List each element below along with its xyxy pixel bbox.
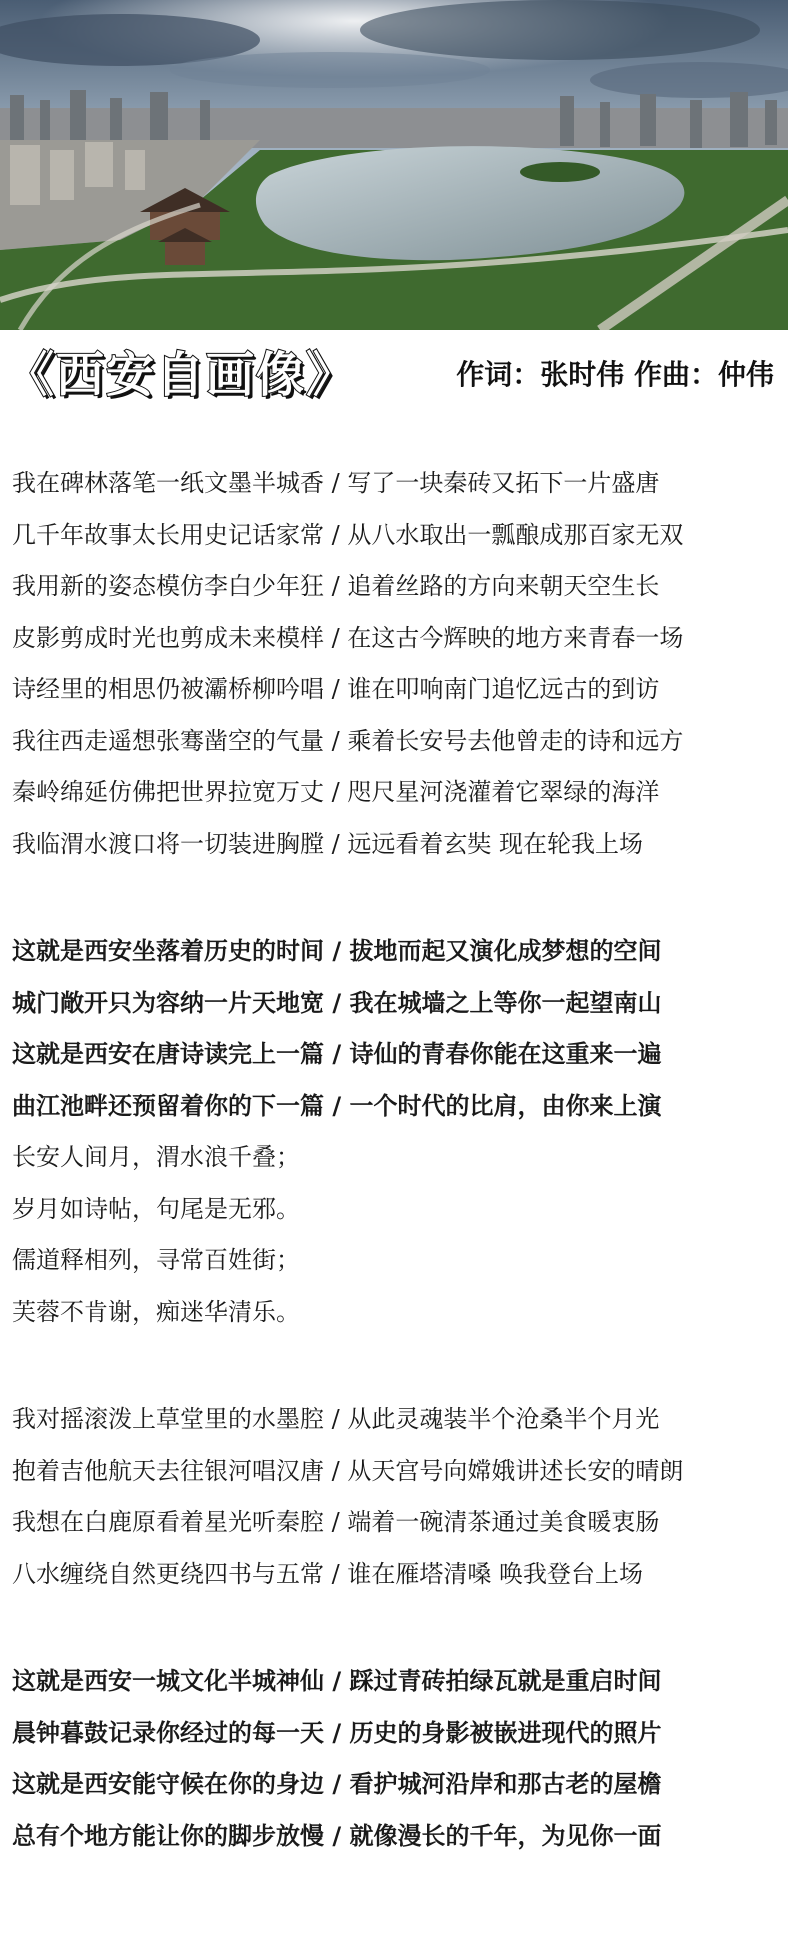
chorus-line: 晨钟暮鼓记录你经过的每一天 / 历史的身影被嵌进现代的照片 xyxy=(12,1718,662,1747)
stanza-gap xyxy=(12,870,782,926)
lyric-line: 我往西走遥想张骞凿空的气量 / 乘着长安号去他曾走的诗和远方 xyxy=(12,726,684,755)
lyric-line: 几千年故事太长用史记话家常 / 从八水取出一瓢酿成那百家无双 xyxy=(12,520,684,549)
hero-photo xyxy=(0,0,788,330)
lyric-line: 我想在白鹿原看着星光听秦腔 / 端着一碗清茶通过美食暖衷肠 xyxy=(12,1508,660,1536)
chorus-line: 总有个地方能让你的脚步放慢 / 就像漫长的千年，为见你一面 xyxy=(12,1821,662,1850)
lyric-line: 长安人间月，渭水浪千叠； xyxy=(12,1143,300,1171)
lyric-line: 我用新的姿态模仿李白少年狂 / 追着丝路的方向来朝天空生长 xyxy=(12,572,660,600)
title-row xyxy=(0,340,788,410)
verse-2 xyxy=(12,1394,782,1600)
chorus-line: 这就是西安在唐诗读完上一篇 / 诗仙的青春你能在这重来一遍 xyxy=(12,1040,662,1068)
lyric-line: 诗经里的相思仍被灞桥柳吟唱 / 谁在叩响南门追忆远古的到访 xyxy=(12,675,660,703)
song-title: 《西安自画像》 xyxy=(6,347,357,403)
chorus-line: 城门敞开只为容纳一片天地宽 / 我在城墙之上等你一起望南山 xyxy=(12,988,662,1017)
lyric-line: 抱着吉他航天去往银河唱汉唐 / 从天宫号向嫦娥讲述长安的晴朗 xyxy=(12,1456,684,1485)
lyric-line: 我在碑林落笔一纸文墨半城香 / 写了一块秦砖又拓下一片盛唐 xyxy=(12,469,660,497)
song-credits: 作词：张时伟 作曲：仲伟 xyxy=(456,358,774,391)
chorus-line: 这就是西安一城文化半城神仙 / 踩过青砖拍绿瓦就是重启时间 xyxy=(12,1667,662,1695)
chorus-line: 这就是西安能守候在你的身边 / 看护城河沿岸和那古老的屋檐 xyxy=(12,1770,662,1798)
lyric-line: 秦岭绵延仿佛把世界拉宽万丈 / 咫尺星河浇灌着它翠绿的海洋 xyxy=(12,778,660,806)
lyric-line: 芙蓉不肯谢，痴迷华清乐。 xyxy=(12,1297,300,1326)
chorus-line: 这就是西安坐落着历史的时间 / 拔地而起又演化成梦想的空间 xyxy=(12,937,662,965)
lyrics xyxy=(12,458,782,1862)
lyric-line: 八水缠绕自然更绕四书与五常 / 谁在雁塔清嗓 唤我登台上场 xyxy=(12,1559,643,1588)
stanza-gap xyxy=(12,1338,782,1394)
lyric-line: 儒道释相列，寻常百姓街； xyxy=(12,1246,300,1274)
verse-1 xyxy=(12,458,782,870)
city-lake-aerial-photo xyxy=(0,0,788,330)
lyric-line: 岁月如诗帖，句尾是无邪。 xyxy=(12,1194,300,1223)
chorus-1 xyxy=(12,926,782,1338)
lyric-line: 皮影剪成时光也剪成未来模样 / 在这古今辉映的地方来青春一场 xyxy=(12,623,684,652)
stanza-gap xyxy=(12,1600,782,1656)
chorus-line: 曲江池畔还预留着你的下一篇 / 一个时代的比肩，由你来上演 xyxy=(12,1091,662,1120)
lyric-line: 我临渭水渡口将一切装进胸膛 / 远远看着玄奘 现在轮我上场 xyxy=(12,829,643,858)
lyric-line: 我对摇滚泼上草堂里的水墨腔 / 从此灵魂装半个沧桑半个月光 xyxy=(12,1405,660,1433)
chorus-2 xyxy=(12,1656,782,1862)
